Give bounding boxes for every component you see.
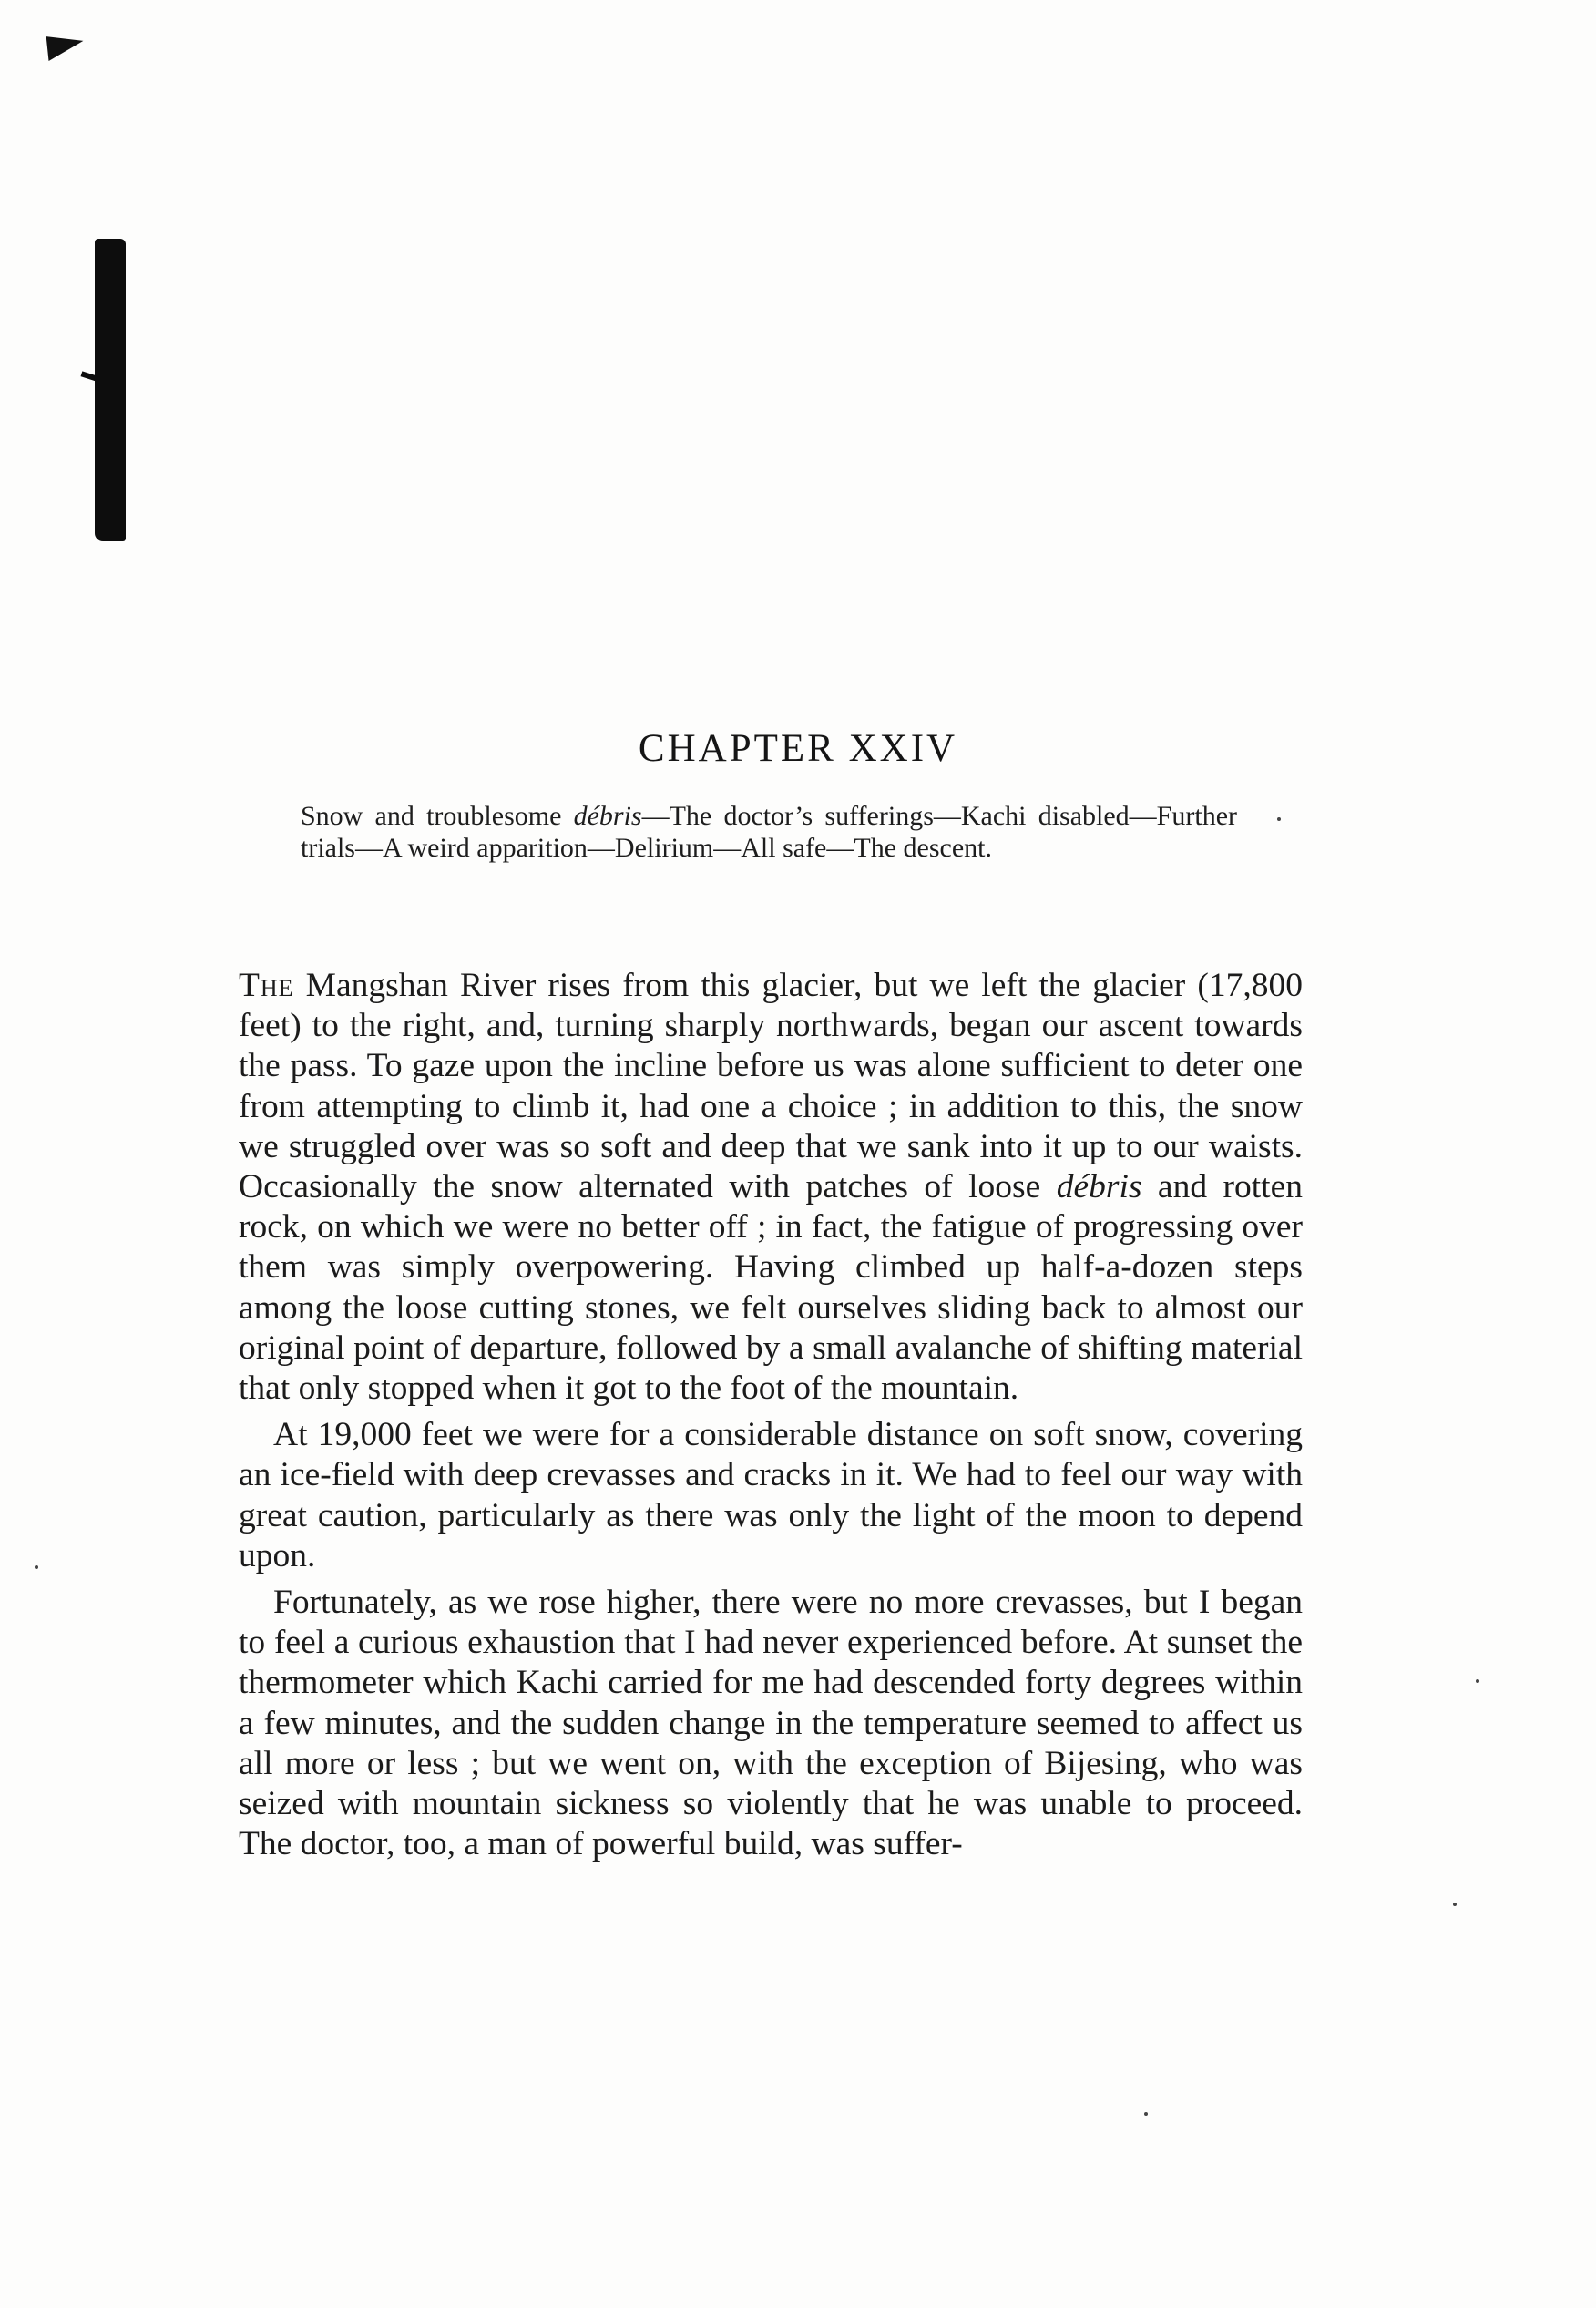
scan-speck: [1476, 1679, 1479, 1683]
paragraph-lead-word: The: [239, 967, 294, 1004]
scan-binding-mark: [95, 239, 126, 541]
chapter-title: CHAPTER XXIV: [638, 726, 958, 770]
paragraph-3: Fortunately, as we rose higher, there were no more crevasses, but I began to feel a curious exhaustion that I had never experienced before. At sunset the thermometer which Kachi carried for me had descended forty degrees within a few minutes, and the sudden change in the temperature seemed to affect us all more or less ; but we went on, with the exception of Bijesing, who was seized with mountain sickness so violently that he was unable to proceed. The doctor, too, a man of powerful build, was suffer-: [239, 1584, 1303, 1863]
chapter-body: [239, 966, 1303, 1864]
paragraph-italic: débris: [1056, 1168, 1142, 1206]
chapter-synopsis: [301, 800, 1237, 864]
scan-speck: [1277, 817, 1281, 821]
paragraph-text: Mangshan River rises from this glacier, but we left the glacier (17,800 feet) to the right, and, turning sharply northwards, began our ascent towards the pass. To gaze upon the incline before us was alone sufficient to deter one from attempting to climb it, had one a choice ; in addition to this, the snow we struggled over was so soft and deep that we sank into it up to our waists. Occasionally the snow alternated with patches of loose: [239, 967, 1303, 1206]
scan-corner-mark: [46, 33, 86, 61]
paragraph-text: and rotten rock, on which we were no better off ; in fact, the fatigue of progressing over them was simply overpowering. Having climbed up half-a-dozen steps among the loose cutting stones, we felt ourselves sliding back to almost our original point of departure, followed by a small avalanche of shifting material that only stopped when it got to the foot of the mountain.: [239, 1168, 1303, 1408]
paragraph-2: At 19,000 feet we were for a considerable distance on soft snow, covering an ice-field with deep crevasses and cracks in it. We had to feel our way with great caution, particularly as there was only the light of the moon to depend upon.: [239, 1416, 1303, 1575]
synopsis-text: —The doctor’s sufferings—Kachi disabled—Further trials—A weird apparition—Delirium—All safe—The descent.: [301, 801, 1237, 863]
synopsis-italic: débris: [573, 801, 642, 831]
scan-speck: [1144, 2112, 1148, 2116]
paragraph-1: [239, 966, 1303, 1409]
scan-speck: [1453, 1903, 1457, 1906]
scan-speck: [35, 1565, 38, 1569]
synopsis-text: Snow and troublesome: [301, 801, 574, 831]
